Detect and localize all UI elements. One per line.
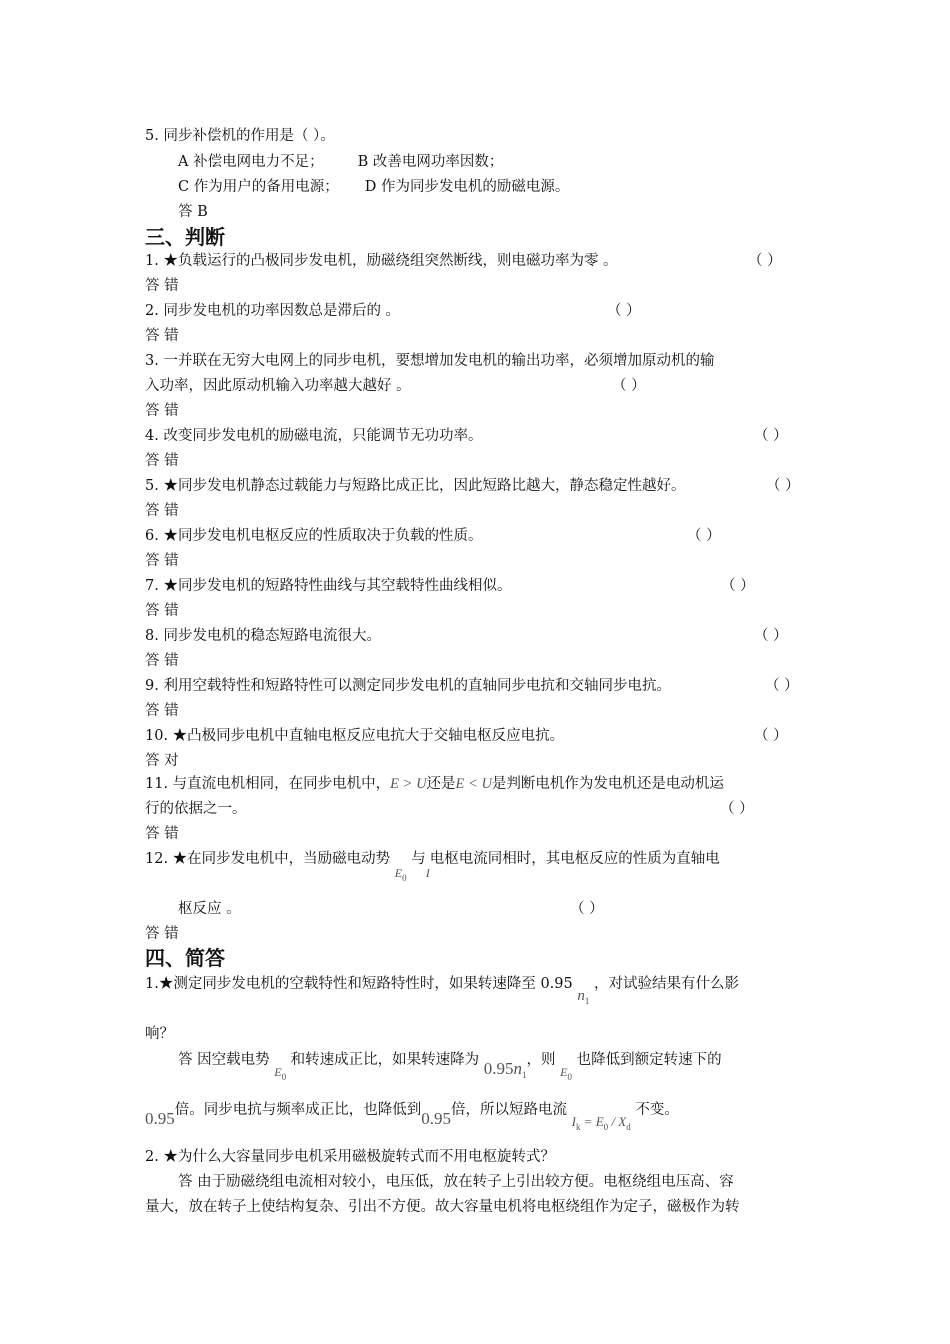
judgment-8-answer: 答 错 — [145, 653, 179, 669]
judgment-11-text-post: 是判断电机作为发电机还是电动机运 — [491, 776, 724, 792]
formula-e0-a: E0 — [274, 1065, 287, 1082]
judgment-2-answer: 答 错 — [145, 328, 179, 344]
judgment-11-question-cont: 行的依据之一。 — [145, 801, 247, 817]
section3-heading: 三、判断 — [145, 225, 225, 249]
judgment-3-question: 3. 一并联在无穷大电网上的同步电机，要想增加发电机的输出功率，必须增加原动机的输 — [145, 353, 715, 369]
qa1-answer-line2 — [145, 1100, 679, 1132]
judgment-11-paren: （ ） — [720, 801, 754, 817]
judgment-12-text-pre: 12. ★在同步发电机中，当励磁电动势 — [145, 851, 391, 867]
judgment-11-text-mid: 还是 — [426, 776, 456, 792]
qa1-answer-pre: 答 因空载电势 — [178, 1052, 270, 1068]
qa1-question-post: ，对试验结果有什么影 — [593, 976, 739, 992]
judgment-1-question: 1. ★负载运行的凸极同步发电机，励磁绕组突然断线，则电磁功率为零 。 — [145, 253, 618, 269]
qa1-question-pre: 1.★测定同步发电机的空载特性和短路特性时，如果转速降至 0.95 — [145, 976, 573, 992]
judgment-7-paren: （ ） — [721, 578, 755, 594]
judgment-10-question: 10. ★凸极同步电机中直轴电枢反应电抗大于交轴电枢反应电抗。 — [145, 728, 565, 744]
judgment-8-question: 8. 同步发电机的稳态短路电流很大。 — [145, 628, 381, 644]
qa1-answer2-post: 不变。 — [635, 1102, 679, 1118]
qa1-question-cont: 响？ — [145, 1026, 174, 1042]
judgment-2-question: 2. 同步发电机的功率因数总是滞后的 。 — [145, 303, 401, 319]
qa1-question — [145, 975, 739, 1006]
judgment-3-question-cont: 入功率，因此原动机输入功率越大越好 。 — [145, 378, 411, 394]
judgment-12-question-cont: 枢反应 。 — [178, 901, 241, 917]
judgment-3-paren: （ ） — [612, 378, 646, 394]
section4-heading: 四、简答 — [145, 946, 225, 970]
judgment-12-text-post: 电枢电流同相时，其电枢反应的性质为直轴电 — [429, 851, 720, 867]
judgment-5-question: 5. ★同步发电机静态过载能力与短路比成正比，因此短路比越大，静态稳定性越好。 — [145, 478, 686, 494]
judgment-7-question: 7. ★同步发电机的短路特性曲线与其空载特性曲线相似。 — [145, 578, 512, 594]
formula-095-a: 0.95 — [145, 1109, 175, 1128]
formula-e0-b: E0 — [560, 1065, 572, 1082]
judgment-10-paren: （ ） — [754, 728, 788, 744]
qa1-answer-mid2: ，则 — [526, 1052, 556, 1068]
judgment-3-answer: 答 错 — [145, 403, 179, 419]
judgment-12-paren: （ ） — [570, 901, 604, 917]
mc5-option-c: C 作为用户的备用电源； — [178, 179, 339, 195]
mc5-option-d: D 作为同步发电机的励磁电源。 — [364, 179, 570, 195]
judgment-4-paren: （ ） — [754, 428, 788, 444]
judgment-4-question: 4. 改变同步发电机的励磁电流，只能调节无功功率。 — [145, 428, 483, 444]
formula-ik: $I_k = E_0 / X_d$ — [571, 1114, 631, 1132]
judgment-11-answer: 答 错 — [145, 826, 179, 842]
judgment-6-answer: 答 错 — [145, 553, 179, 569]
judgment-9-answer: 答 错 — [145, 703, 179, 719]
judgment-9-question: 9. 利用空载特性和短路特性可以测定同步发电机的直轴同步电抗和交轴同步电抗。 — [145, 678, 671, 694]
mc5-option-a: A 补偿电网电力不足； — [178, 154, 324, 170]
judgment-1-answer: 答 错 — [145, 278, 179, 294]
formula-e-lt-u: E < U — [455, 776, 492, 792]
judgment-7-answer: 答 错 — [145, 603, 179, 619]
judgment-1-paren: （ ） — [748, 253, 782, 269]
judgment-2-paren: （ ） — [607, 303, 641, 319]
mc5-answer: 答 B — [178, 204, 208, 220]
judgment-9-paren: （ ） — [765, 678, 799, 694]
qa1-answer-post: 也降低到额定转速下的 — [576, 1052, 722, 1068]
qa1-answer2-mid: 倍，所以短路电流 — [451, 1102, 567, 1118]
mc5-options-row2 — [178, 178, 569, 196]
judgment-10-answer: 答 对 — [145, 753, 179, 769]
judgment-6-paren: （ ） — [687, 528, 721, 544]
mc5-options-row1 — [178, 153, 503, 171]
qa2-answer-line1: 答 由于励磁绕组电流相对较小，电压低，放在转子上引出较方便。电枢绕组电压高、容 — [178, 1174, 734, 1190]
qa1-answer-mid: 和转速成正比，如果转速降为 — [290, 1052, 480, 1068]
qa2-question: 2. ★为什么大容量同步电机采用磁极旋转式而不用电枢旋转式？ — [145, 1149, 555, 1165]
formula-095n1: $0.95n_1$ — [483, 1059, 527, 1080]
judgment-12-answer: 答 错 — [145, 926, 179, 942]
qa2-answer-line2: 量大，放在转子上使结构复杂、引出不方便。故大容量电机将电枢绕组作为定子，磁极作为转 — [145, 1199, 740, 1215]
judgment-12-text-mid: 与 — [411, 851, 426, 867]
judgment-11-text-pre: 11. 与直流电机相同，在同步电机中， — [145, 776, 391, 792]
formula-095-b: 0.95 — [421, 1109, 451, 1128]
mc5-question: 5. 同步补偿机的作用是（ ）。 — [145, 128, 335, 144]
qa1-answer-line1 — [178, 1050, 722, 1082]
judgment-5-answer: 答 错 — [145, 503, 179, 519]
formula-i: I — [425, 866, 430, 880]
mc5-option-b: B 改善电网功率因数； — [357, 154, 504, 170]
formula-n1: $n_1$ — [577, 988, 590, 1006]
formula-e-gt-u: E > U — [390, 776, 427, 792]
judgment-4-answer: 答 错 — [145, 453, 179, 469]
judgment-6-question: 6. ★同步发电机电枢反应的性质取决于负载的性质。 — [145, 528, 483, 544]
formula-e0: E0 — [394, 866, 407, 883]
qa1-answer2-pre: 倍。同步电抗与频率成正比，也降低到 — [174, 1102, 422, 1118]
judgment-5-paren: （ ） — [766, 478, 800, 494]
judgment-11-question — [145, 775, 724, 793]
judgment-12-question — [145, 850, 720, 883]
judgment-8-paren: （ ） — [754, 628, 788, 644]
